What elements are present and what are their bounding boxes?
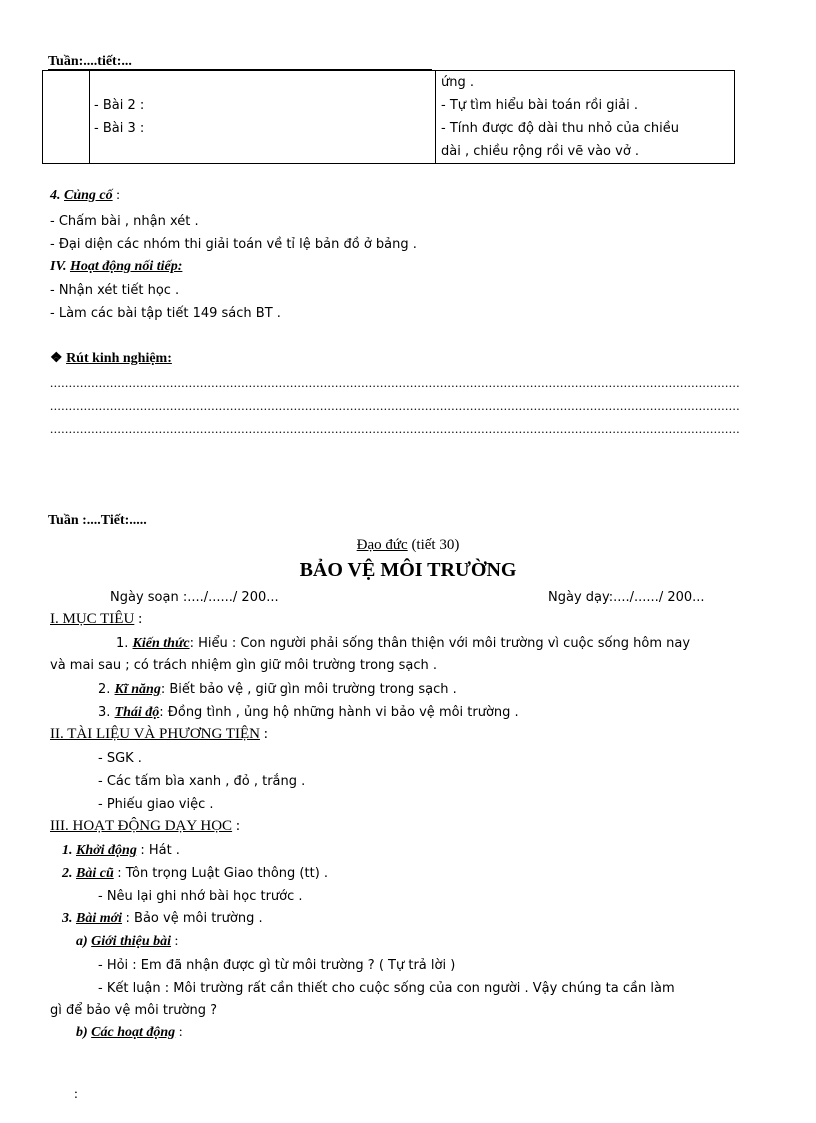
- hoatdong-title: Hoạt động nối tiếp:: [69, 259, 183, 274]
- hoi-line: - Hỏi : Em đã nhận được gì từ môi trường ? ( Tự trả lời ): [98, 958, 456, 973]
- diamond-bullet-icon: ❖: [50, 351, 63, 366]
- cachoatdong-line: [76, 1025, 183, 1041]
- gioithieu-colon: :: [174, 934, 179, 949]
- gioithieu-number: a): [76, 934, 88, 949]
- baimoi-label: Bài mới: [76, 911, 123, 926]
- cungco-item: - Đại diện các nhóm thi giải toán về tỉ lệ bản đồ ở bảng .: [50, 237, 417, 252]
- kinang-line: [98, 682, 457, 698]
- khoidong-number: 1.: [62, 843, 73, 858]
- cachoatdong-colon: :: [178, 1025, 183, 1040]
- muctieu-colon: :: [138, 611, 143, 627]
- ngay-soan: Ngày soạn :..../....../ 200...: [110, 590, 279, 605]
- kinang-text: : Biết bảo vệ , giữ gìn môi trường trong sạch .: [160, 682, 457, 697]
- cachoatdong-number: b): [76, 1025, 88, 1040]
- baimoi-text: : Bảo vệ môi trường .: [125, 911, 263, 926]
- kienthuc-line-2: và mai sau ; có trách nhiệm gìn giữ môi trường trong sạch .: [50, 658, 438, 673]
- dotted-line: ........................................................................................................................................................................................: [50, 421, 740, 436]
- kinang-number: 2.: [98, 682, 111, 697]
- baicu-text: : Tôn trọng Luật Giao thông (tt) .: [117, 866, 329, 881]
- tailieu-colon: :: [263, 726, 268, 742]
- hoatdong-item: - Nhận xét tiết học .: [50, 283, 180, 298]
- kienthuc-line: [116, 636, 690, 652]
- table-col-2: [90, 71, 436, 164]
- baicu-item: - Nêu lại ghi nhớ bài học trước .: [98, 889, 303, 904]
- lesson-week-header: Tuần :....Tiết:.....: [48, 513, 147, 528]
- hoatdongday-heading: [50, 818, 240, 835]
- table-cell: - Tính được độ dài thu nhỏ của chiều: [441, 121, 680, 136]
- table-cell: [94, 140, 435, 163]
- muctieu-label: I. MỤC TIÊU: [50, 611, 135, 627]
- hoatdongday-label: III. HOẠT ĐỘNG DẠY HỌC: [50, 818, 233, 834]
- subject-period: (tiết 30): [411, 537, 460, 553]
- gioithieu-label: Giới thiệu bài: [91, 934, 172, 949]
- cungco-number: 4.: [50, 188, 61, 203]
- thaido-text: : Đồng tình , ủng hộ những hành vi bảo vệ môi trường .: [159, 705, 519, 720]
- footer-colon: :: [74, 1087, 78, 1102]
- lesson-title: BẢO VỆ MÔI TRƯỜNG: [299, 559, 517, 581]
- cachoatdong-label: Các hoạt động: [91, 1025, 176, 1040]
- khoidong-line: [62, 843, 180, 859]
- kienthuc-label: Kiến thức: [132, 636, 190, 651]
- khoidong-text: : Hát .: [140, 843, 180, 858]
- table-col-3: [436, 71, 735, 164]
- tailieu-item: - SGK .: [98, 751, 142, 766]
- table-cell: [94, 71, 435, 94]
- rutkinh-title: Rút kinh nghiệm:: [66, 351, 172, 366]
- hoatdongday-colon: :: [235, 818, 240, 834]
- baimoi-number: 3.: [62, 911, 73, 926]
- subject-line: [0, 537, 816, 554]
- tailieu-item: - Các tấm bìa xanh , đỏ , trắng .: [98, 774, 306, 789]
- table-col-1: [43, 71, 90, 164]
- dotted-line: ........................................................................................................................................................................................: [50, 398, 740, 413]
- ngay-day: Ngày dạy:..../....../ 200...: [548, 590, 705, 605]
- dotted-line: ........................................................................................................................................................................................: [50, 375, 740, 390]
- kienthuc-number: 1.: [116, 636, 129, 651]
- table-cell: - Tự tìm hiểu bài toán rồi giải .: [441, 98, 638, 113]
- thaido-label: Thái độ: [114, 705, 160, 720]
- muctieu-heading: [50, 611, 142, 628]
- tailieu-label: II. TÀI LIỆU VÀ PHƯƠNG TIỆN: [50, 726, 260, 742]
- table-cell: - Bài 2 :: [94, 98, 145, 113]
- cungco-colon: :: [116, 188, 121, 203]
- table-cell: dài , chiều rộng rồi vẽ vào vở .: [441, 144, 640, 159]
- baicu-number: 2.: [62, 866, 73, 881]
- tailieu-item: - Phiếu giao việc .: [98, 797, 214, 812]
- table-cell: ứng .: [441, 75, 474, 90]
- table-cell: - Bài 3 :: [94, 121, 145, 136]
- hoatdong-number: IV.: [50, 259, 67, 274]
- cungco-heading: [50, 188, 120, 204]
- thaido-number: 3.: [98, 705, 111, 720]
- khoidong-label: Khởi động: [76, 843, 137, 858]
- ketluan-line: - Kết luận : Môi trường rất cần thiết cho cuộc sống của con người . Vậy chúng ta cần làm: [98, 981, 675, 996]
- ketluan-line-2: gì để bảo vệ môi trường ?: [50, 1003, 218, 1018]
- gioithieu-line: [76, 934, 178, 950]
- cungco-item: - Chấm bài , nhận xét .: [50, 214, 199, 229]
- kienthuc-text: : Hiểu : Con người phải sống thân thiện với môi trường vì cuộc sống hôm nay: [189, 636, 691, 651]
- baimoi-line: [62, 911, 263, 927]
- hoatdong-item: - Làm các bài tập tiết 149 sách BT .: [50, 306, 281, 321]
- baicu-line: [62, 866, 328, 882]
- tailieu-heading: [50, 726, 268, 743]
- subject-name: Đạo đức: [356, 537, 408, 553]
- lesson-table: [42, 70, 735, 164]
- thaido-line: [98, 705, 519, 721]
- hoatdong-heading: [50, 259, 182, 275]
- cungco-title: Củng cố: [64, 188, 113, 203]
- week-header: Tuần:....tiết:...: [48, 54, 132, 69]
- rutkinh-heading: [50, 350, 172, 367]
- baicu-label: Bài cũ: [76, 866, 114, 881]
- kinang-label: Kĩ năng: [114, 682, 161, 697]
